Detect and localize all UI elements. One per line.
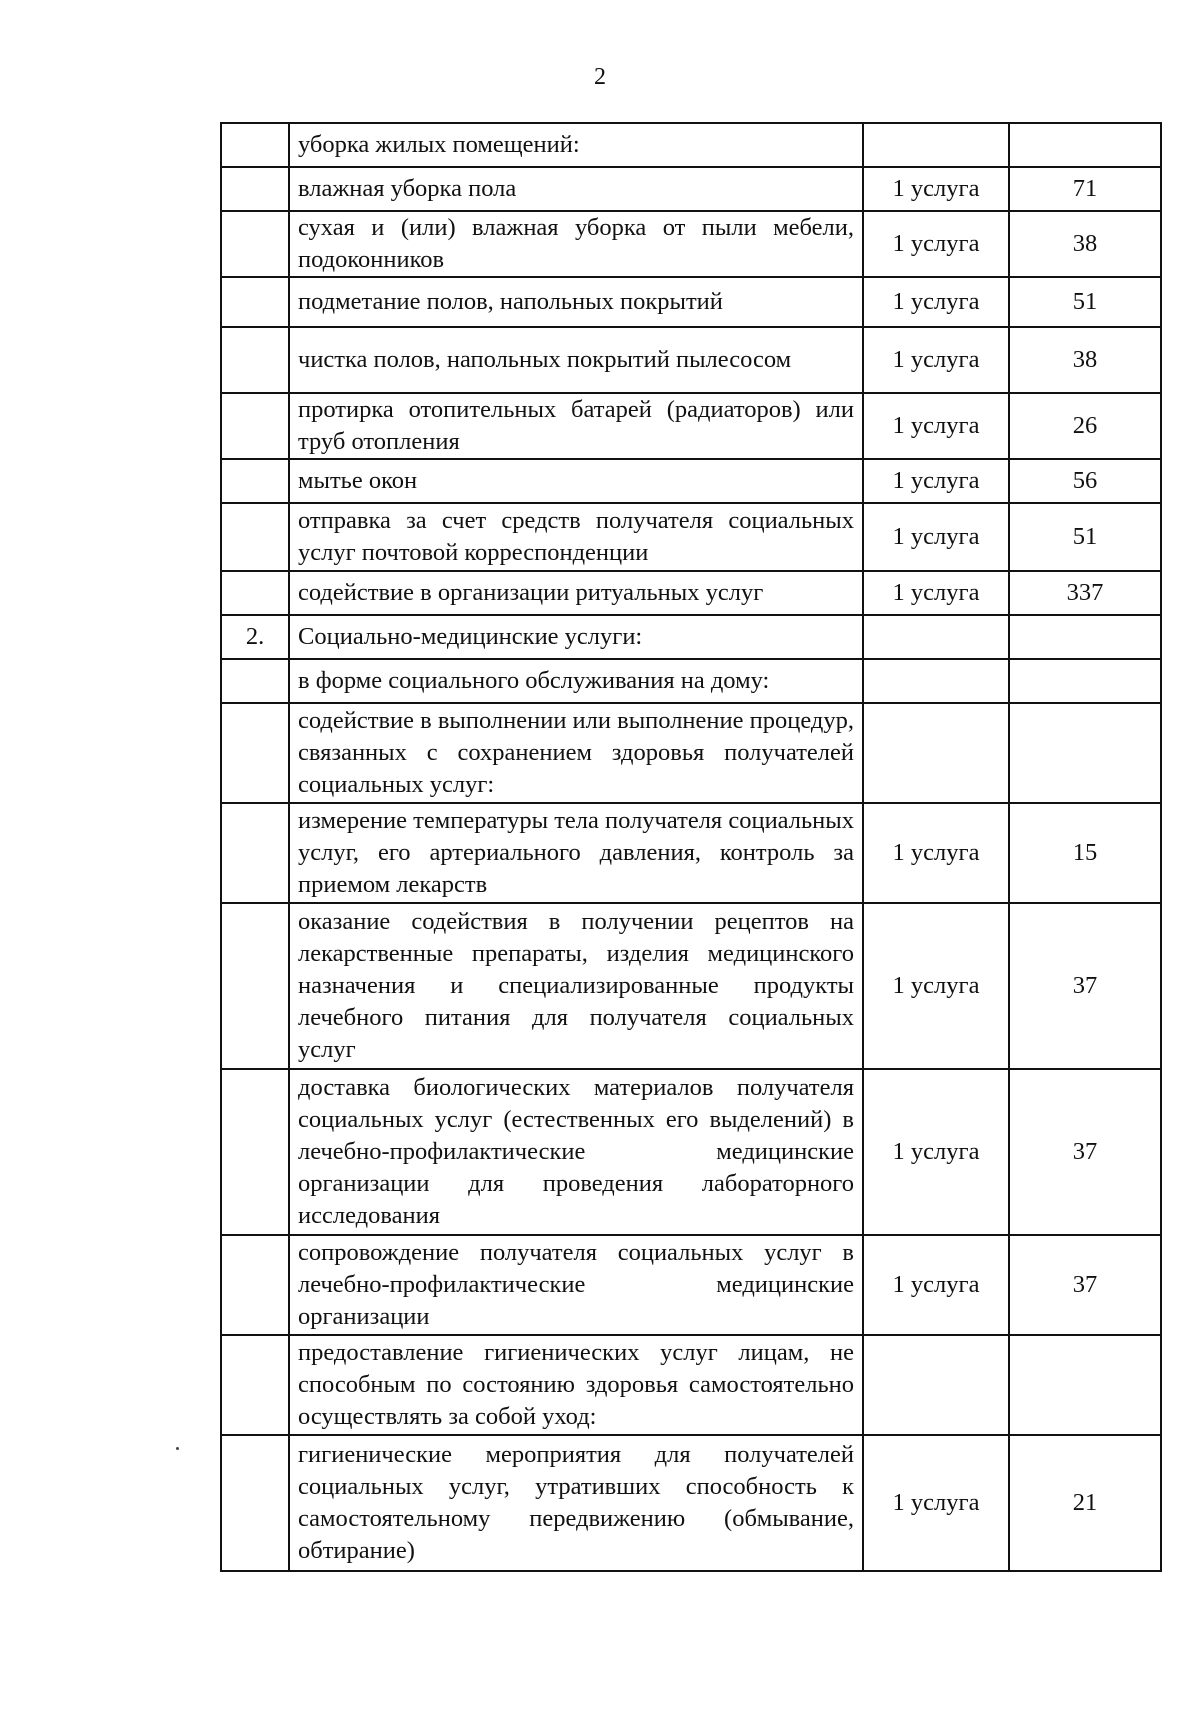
service-price: 15 [1009,803,1161,903]
row-number [221,167,289,211]
service-unit: 1 услуга [863,211,1009,277]
service-unit: 1 услуга [863,277,1009,327]
service-price: 51 [1009,277,1161,327]
service-price: 37 [1009,903,1161,1069]
service-name: содействие в выполнении или выполнение процедур, связанных с сохранением здоровья получателей социальных услуг: [289,703,863,803]
service-price: 51 [1009,503,1161,571]
service-unit: 1 услуга [863,503,1009,571]
service-unit: 1 услуга [863,1069,1009,1235]
service-price: 38 [1009,327,1161,393]
service-price: 38 [1009,211,1161,277]
service-unit [863,659,1009,703]
table-row [221,803,1161,903]
service-price [1009,659,1161,703]
service-price [1009,1335,1161,1435]
row-number [221,277,289,327]
service-name: в форме социального обслуживания на дому: [289,659,863,703]
service-name: Социально-медицинские услуги: [289,615,863,659]
service-price [1009,123,1161,167]
service-price [1009,703,1161,803]
row-number [221,393,289,459]
row-number [221,903,289,1069]
service-name: сухая и (или) влажная уборка от пыли мебели, подоконников [289,211,863,277]
table-row [221,393,1161,459]
service-price: 37 [1009,1235,1161,1335]
row-number: 2. [221,615,289,659]
table-row [221,1069,1161,1235]
service-unit [863,703,1009,803]
row-number [221,1069,289,1235]
services-table [220,122,1162,1572]
table-row [221,167,1161,211]
service-unit: 1 услуга [863,903,1009,1069]
service-unit [863,615,1009,659]
service-unit: 1 услуга [863,1435,1009,1571]
service-price [1009,615,1161,659]
service-name: влажная уборка пола [289,167,863,211]
service-name: измерение температуры тела получателя социальных услуг, его артериального давления, контроль за приемом лекарств [289,803,863,903]
service-name: сопровождение получателя социальных услуг в лечебно-профилактические медицинские организации [289,1235,863,1335]
service-name: содействие в организации ритуальных услуг [289,571,863,615]
service-name: мытье окон [289,459,863,503]
table-row [221,1235,1161,1335]
row-number [221,459,289,503]
table-row [221,503,1161,571]
service-unit: 1 услуга [863,459,1009,503]
row-number [221,327,289,393]
service-name: подметание полов, напольных покрытий [289,277,863,327]
service-price: 21 [1009,1435,1161,1571]
table-row [221,571,1161,615]
service-name: протирка отопительных батарей (радиаторов) или труб отопления [289,393,863,459]
row-number [221,503,289,571]
service-name: предоставление гигиенических услуг лицам, не способным по состоянию здоровья самостоятельно осуществлять за собой уход: [289,1335,863,1435]
service-price: 71 [1009,167,1161,211]
table-row [221,659,1161,703]
service-name: гигиенические мероприятия для получателей социальных услуг, утративших способность к самостоятельному передвижению (обмывание, обтирание) [289,1435,863,1571]
service-unit: 1 услуга [863,327,1009,393]
row-number [221,803,289,903]
service-name: доставка биологических материалов получателя социальных услуг (естественных его выделений) в лечебно-профилактические медицинские организации для проведения лабораторного исследования [289,1069,863,1235]
page-number: 2 [594,64,606,90]
service-name: отправка за счет средств получателя социальных услуг почтовой корреспонденции [289,503,863,571]
table-row [221,123,1161,167]
row-number [221,659,289,703]
service-price: 26 [1009,393,1161,459]
table-row [221,703,1161,803]
service-unit: 1 услуга [863,803,1009,903]
service-price: 37 [1009,1069,1161,1235]
scan-speck [176,1447,179,1450]
service-price: 337 [1009,571,1161,615]
row-number [221,571,289,615]
table-row [221,211,1161,277]
service-unit [863,1335,1009,1435]
service-unit: 1 услуга [863,393,1009,459]
table-row [221,277,1161,327]
row-number [221,211,289,277]
row-number [221,1435,289,1571]
table-row [221,1435,1161,1571]
service-unit: 1 услуга [863,571,1009,615]
services-table-body [221,123,1161,1571]
row-number [221,703,289,803]
table-row [221,459,1161,503]
service-unit: 1 услуга [863,1235,1009,1335]
table-row [221,1335,1161,1435]
row-number [221,1335,289,1435]
service-name: чистка полов, напольных покрытий пылесосом [289,327,863,393]
service-name: оказание содействия в получении рецептов на лекарственные препараты, изделия медицинского назначения и специализированные продукты лечебного питания для получателя социальных услуг [289,903,863,1069]
table-row [221,615,1161,659]
row-number [221,123,289,167]
service-name: уборка жилых помещений: [289,123,863,167]
service-unit [863,123,1009,167]
row-number [221,1235,289,1335]
table-row [221,327,1161,393]
service-price: 56 [1009,459,1161,503]
table-row [221,903,1161,1069]
service-unit: 1 услуга [863,167,1009,211]
